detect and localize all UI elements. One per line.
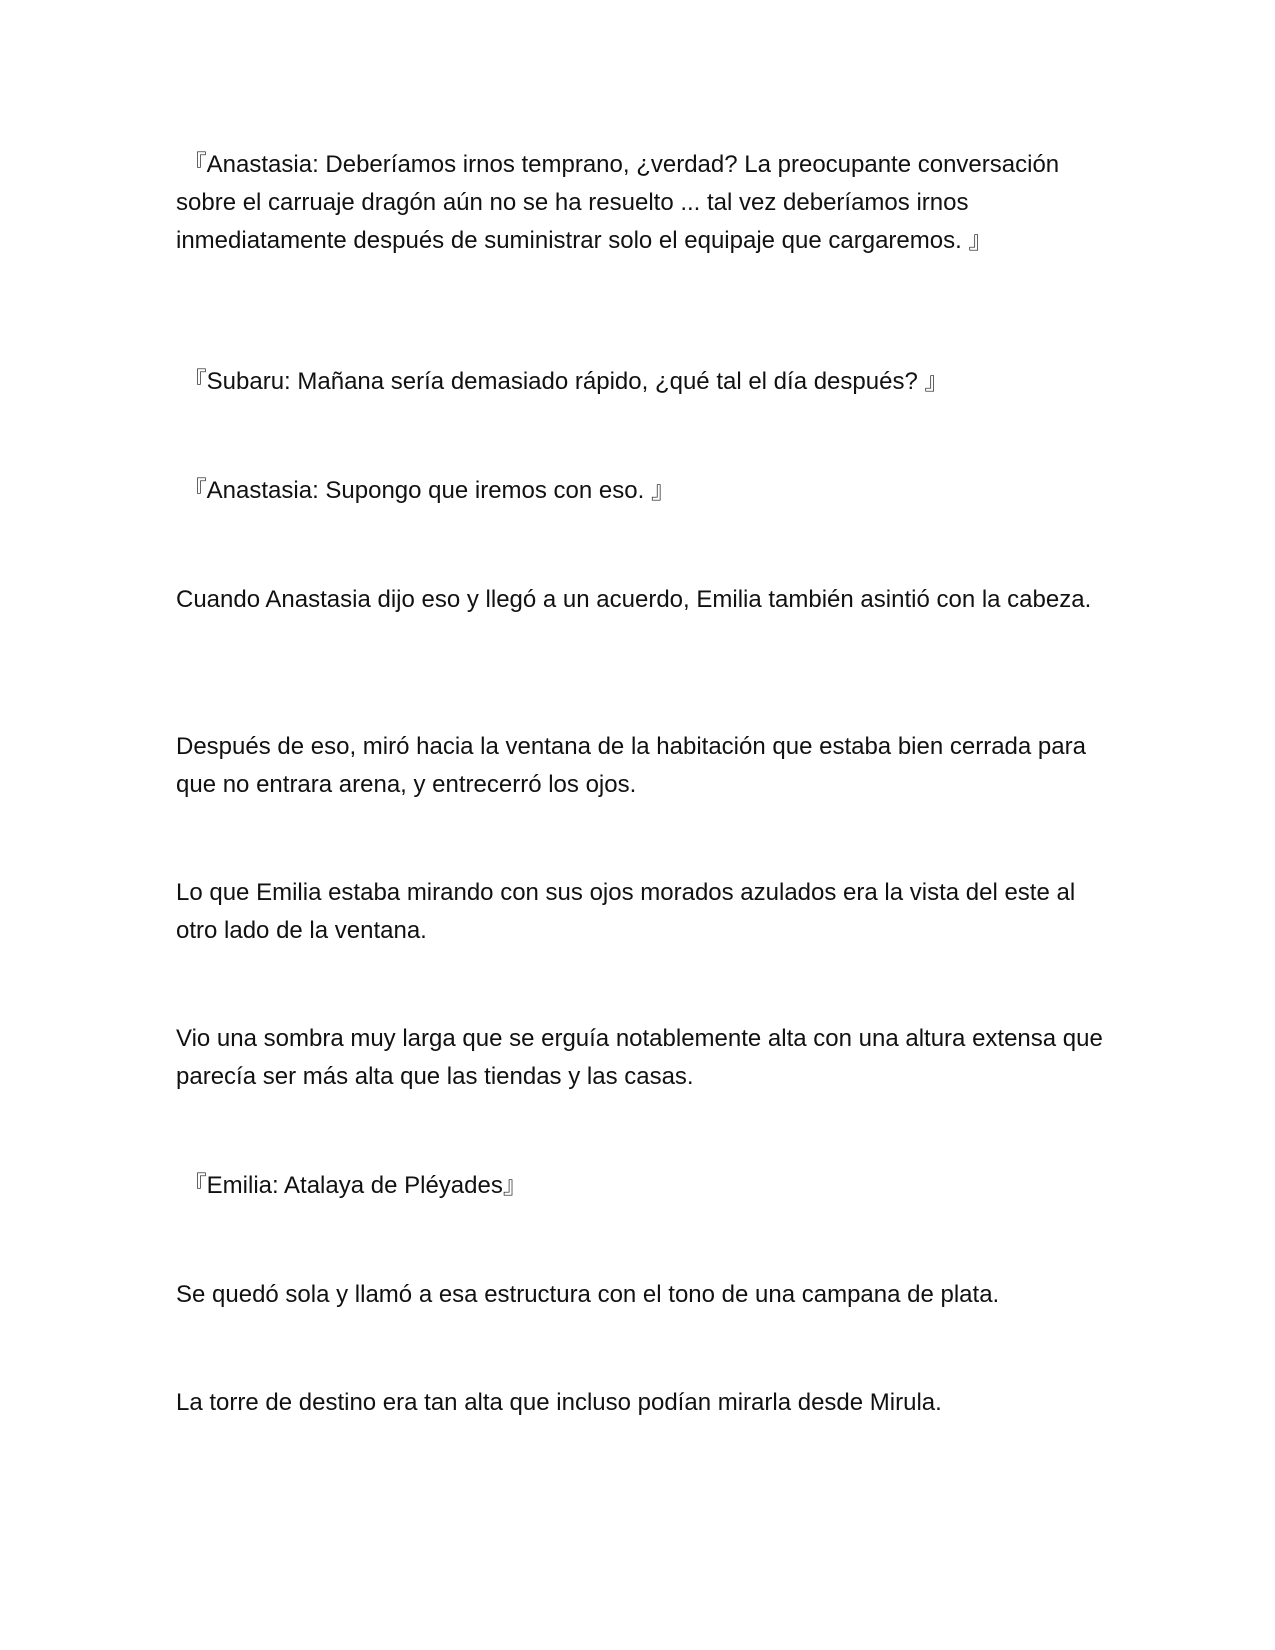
paragraph-dialogue-emilia: 『Emilia: Atalaya de Pléyades』	[176, 1172, 527, 1199]
paragraph-dialogue-anastasia-1: 『Anastasia: Deberíamos irnos temprano, ¿verdad? La preocupante conversación sobre el carruaje dragón aún no se ha resuelto ... tal vez deberíamos irnos inmediatamente después de suministrar solo el equipaje que cargaremos. 』	[176, 151, 1066, 254]
paragraph-narration-6: La torre de destino era tan alta que incluso podían mirarla desde Mirula.	[176, 1389, 942, 1416]
paragraph-narration-5: Se quedó sola y llamó a esa estructura con el tono de una campana de plata.	[176, 1281, 1000, 1308]
paragraph-narration-4: Vio una sombra muy larga que se erguía notablemente alta con una altura extensa que parecía ser más alta que las tiendas y las casas.	[176, 1025, 1103, 1090]
paragraph-dialogue-subaru: 『Subaru: Mañana sería demasiado rápido, ¿qué tal el día después? 』	[176, 368, 949, 395]
paragraph-narration-3: Lo que Emilia estaba mirando con sus ojos morados azulados era la vista del este al otro lado de la ventana.	[176, 879, 1076, 944]
paragraph-dialogue-anastasia-2: 『Anastasia: Supongo que iremos con eso. 』	[176, 477, 675, 504]
paragraph-narration-2: Después de eso, miró hacia la ventana de la habitación que estaba bien cerrada para que no entrara arena, y entrecerró los ojos.	[176, 733, 1086, 798]
paragraph-narration-1: Cuando Anastasia dijo eso y llegó a un acuerdo, Emilia también asintió con la cabeza.	[176, 586, 1092, 613]
